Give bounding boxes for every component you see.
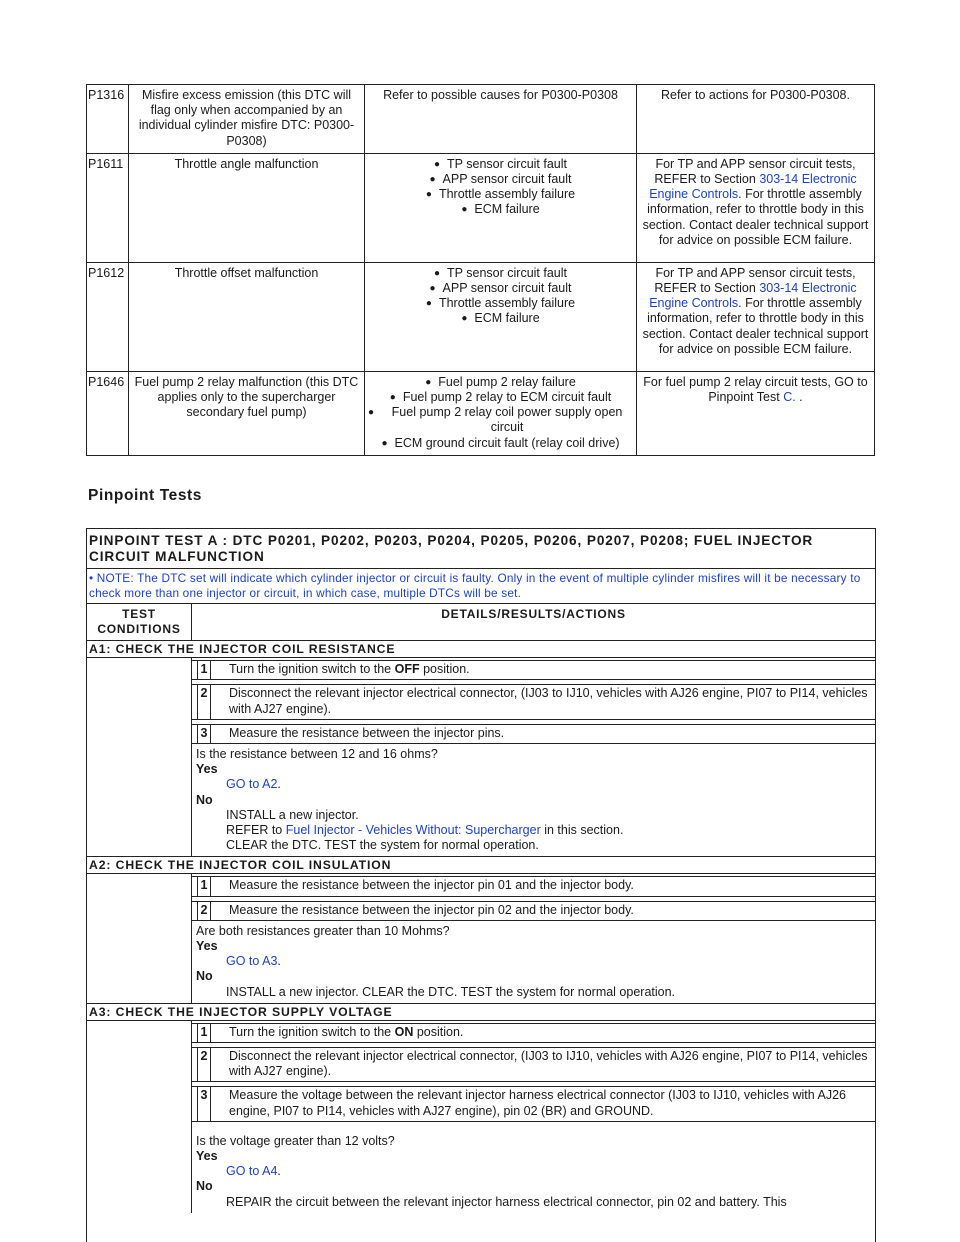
instruction-row bbox=[192, 876, 875, 896]
instruction-row bbox=[192, 1086, 875, 1121]
dtc-action: For TP and APP sensor circuit tests, REFER to Section 303-14 Electronic Engine Controls. For throttle assembly information, refer to throttle body in this section. Contact dealer technical support for advice on possible ECM failure. bbox=[637, 262, 875, 371]
table-row bbox=[87, 153, 875, 262]
instruction-row bbox=[192, 1047, 875, 1082]
instruction-number: 3 bbox=[197, 1087, 211, 1120]
instruction-text: Turn the ignition switch to the ON position. bbox=[229, 1024, 464, 1039]
details-cell bbox=[192, 1021, 875, 1213]
bullet-icon: ● bbox=[425, 189, 432, 201]
instruction-number: 2 bbox=[197, 1048, 211, 1081]
section-heading: Pinpoint Tests bbox=[88, 487, 203, 504]
test-conditions-cell bbox=[87, 1021, 192, 1213]
instruction-number: 1 bbox=[197, 1024, 211, 1042]
table-row bbox=[87, 371, 875, 455]
bullet-icon: ● bbox=[434, 158, 441, 170]
dtc-causes bbox=[365, 153, 637, 262]
step-title-a2: A2: CHECK THE INJECTOR COIL INSULATION bbox=[87, 857, 875, 874]
dtc-action: Refer to actions for P0300-P0308. bbox=[637, 85, 875, 154]
list-item: ● APP sensor circuit fault bbox=[429, 281, 572, 296]
question-text: Are both resistances greater than 10 Mohms? bbox=[196, 923, 450, 938]
yes-label: Yes bbox=[196, 1149, 218, 1164]
bullet-icon: ● bbox=[368, 407, 375, 419]
list-item: ● TP sensor circuit fault bbox=[434, 156, 567, 171]
instruction-row bbox=[192, 684, 875, 719]
dtc-description: Throttle offset malfunction bbox=[129, 262, 365, 371]
pinpoint-test-link[interactable]: C. bbox=[783, 390, 796, 405]
instruction-text: Measure the voltage between the relevant injector harness electrical connector (IJ03 to IJ10, vehicles with AJ26 engine, PI07 to PI14, vehicles with AJ27 engine), pin 02 (BR) and GROUND. bbox=[229, 1088, 847, 1118]
instruction-row bbox=[192, 901, 875, 921]
bullet-icon: ● bbox=[461, 313, 468, 325]
instruction-row bbox=[192, 724, 875, 744]
no-action-text: INSTALL a new injector. CLEAR the DTC. TEST the system for normal operation. bbox=[226, 984, 676, 999]
step-body-a3 bbox=[87, 1021, 875, 1213]
step-title-a1: A1: CHECK THE INJECTOR COIL RESISTANCE bbox=[87, 641, 875, 658]
test-conditions-cell bbox=[87, 658, 192, 856]
instruction-number: 1 bbox=[197, 661, 211, 679]
result-block: Are both resistances greater than 10 Mohms? Yes GO to A3. No INSTALL a new injector. CLEAR the DTC. TEST the system for normal operation. bbox=[192, 921, 875, 1003]
fuel-injector-link[interactable]: Fuel Injector - Vehicles Without: Supercharger bbox=[285, 823, 541, 838]
list-item: ● Fuel pump 2 relay coil power supply open circuit bbox=[368, 405, 623, 435]
table-row bbox=[87, 262, 875, 371]
bullet-icon: ● bbox=[461, 204, 468, 216]
dtc-causes: Refer to possible causes for P0300-P0308 bbox=[365, 85, 637, 154]
header-test-conditions: TEST CONDITIONS bbox=[87, 604, 192, 640]
bullet-icon: ● bbox=[425, 298, 432, 310]
instruction-number: 1 bbox=[197, 877, 211, 895]
dtc-code: P1612 bbox=[87, 262, 129, 371]
bullet-icon: ● bbox=[381, 437, 388, 449]
yes-label: Yes bbox=[196, 939, 218, 954]
test-conditions-cell bbox=[87, 874, 192, 1002]
instruction-text: Measure the resistance between the injector pin 02 and the injector body. bbox=[229, 902, 634, 917]
no-action-text: CLEAR the DTC. TEST the system for normal operation. bbox=[226, 838, 539, 853]
instruction-text: Measure the resistance between the injector pin 01 and the injector body. bbox=[229, 878, 634, 893]
no-action-text: INSTALL a new injector. bbox=[226, 807, 359, 822]
bullet-icon: ● bbox=[434, 267, 441, 279]
dtc-code: P1646 bbox=[87, 371, 129, 455]
details-cell bbox=[192, 658, 875, 856]
instruction-text: Turn the ignition switch to the OFF position. bbox=[229, 662, 470, 677]
no-action-text: REPAIR the circuit between the relevant injector harness electrical connector, pin 02 and battery. This bbox=[226, 1194, 787, 1209]
section-link[interactable]: 303-14 Electronic Engine Controls bbox=[649, 281, 857, 311]
question-text: Is the voltage greater than 12 volts? bbox=[196, 1133, 395, 1148]
dtc-table bbox=[86, 84, 875, 456]
no-label: No bbox=[196, 1179, 213, 1194]
list-item: ● ECM ground circuit fault (relay coil drive) bbox=[381, 435, 620, 450]
instruction-number: 2 bbox=[197, 685, 211, 718]
bullet-icon: ● bbox=[429, 174, 436, 186]
dtc-code: P1611 bbox=[87, 153, 129, 262]
table-row bbox=[87, 85, 875, 154]
go-to-a2-link[interactable]: GO to A2 bbox=[226, 777, 278, 792]
dtc-action: For fuel pump 2 relay circuit tests, GO to Pinpoint Test C. . bbox=[637, 371, 875, 455]
instruction-text: Measure the resistance between the injector pins. bbox=[229, 725, 505, 740]
no-label: No bbox=[196, 792, 213, 807]
step-body-a1 bbox=[87, 658, 875, 857]
list-item: ● TP sensor circuit fault bbox=[434, 265, 567, 280]
go-to-a4-link[interactable]: GO to A4 bbox=[226, 1164, 278, 1179]
no-label: No bbox=[196, 969, 213, 984]
dtc-causes bbox=[365, 262, 637, 371]
details-cell bbox=[192, 874, 875, 1002]
table-header bbox=[87, 604, 875, 641]
dtc-description: Throttle angle malfunction bbox=[129, 153, 365, 262]
section-link[interactable]: 303-14 Electronic Engine Controls bbox=[649, 172, 857, 202]
list-item: ● ECM failure bbox=[461, 202, 540, 217]
instruction-row bbox=[192, 660, 875, 680]
bullet-icon: ● bbox=[429, 283, 436, 295]
pinpoint-test-table bbox=[86, 528, 876, 1242]
list-item: ● ECM failure bbox=[461, 311, 540, 326]
go-to-a3-link[interactable]: GO to A3 bbox=[226, 954, 278, 969]
yes-label: Yes bbox=[196, 762, 218, 777]
instruction-text: Disconnect the relevant injector electrical connector, (IJ03 to IJ10, vehicles with AJ26 engine, PI07 to PI14, vehicles with AJ27 engine). bbox=[229, 686, 868, 716]
instruction-text: Disconnect the relevant injector electrical connector, (IJ03 to IJ10, vehicles with AJ26 engine, PI07 to PI14, vehicles with AJ27 engine). bbox=[229, 1049, 868, 1079]
instruction-number: 2 bbox=[197, 902, 211, 920]
note-text: • NOTE: The DTC set will indicate which cylinder injector or circuit is faulty. Only in the event of multiple cylinder misfires will it be necessary to check more than one injector or circuit, in which case, multiple DTCs will be set. bbox=[87, 569, 875, 604]
dtc-action: For TP and APP sensor circuit tests, REFER to Section 303-14 Electronic Engine Controls. For throttle assembly information, refer to throttle body in this section. Contact dealer technical support for advice on possible ECM failure. bbox=[637, 153, 875, 262]
instruction-number: 3 bbox=[197, 725, 211, 743]
dtc-description: Misfire excess emission (this DTC will flag only when accompanied by an individual cylinder misfire DTC: P0300-P0308) bbox=[129, 85, 365, 154]
list-item: ● Fuel pump 2 relay to ECM circuit fault bbox=[389, 390, 612, 405]
step-title-a3: A3: CHECK THE INJECTOR SUPPLY VOLTAGE bbox=[87, 1004, 875, 1021]
result-block: Is the voltage greater than 12 volts? Yes GO to A4. No REPAIR the circuit between the relevant injector harness electrical connector, pin 02 and battery. This bbox=[192, 1122, 875, 1213]
instruction-row bbox=[192, 1023, 875, 1043]
list-item: ● APP sensor circuit fault bbox=[429, 172, 572, 187]
list-item: ● Throttle assembly failure bbox=[425, 296, 576, 311]
bullet-icon: ● bbox=[425, 376, 432, 388]
list-item: ● Fuel pump 2 relay failure bbox=[425, 374, 576, 389]
dtc-code: P1316 bbox=[87, 85, 129, 154]
dtc-description: Fuel pump 2 relay malfunction (this DTC applies only to the supercharger secondary fuel pump) bbox=[129, 371, 365, 455]
header-details: DETAILS/RESULTS/ACTIONS bbox=[441, 607, 626, 622]
step-body-a2 bbox=[87, 874, 875, 1003]
question-text: Is the resistance between 12 and 16 ohms? bbox=[196, 747, 438, 761]
result-block: Is the resistance between 12 and 16 ohms? Yes GO to A2. No INSTALL a new injector. REFER to Fuel Injector - Vehicles Without: Supercharger in this section. CLEAR the DTC. TEST the system for normal operation. bbox=[192, 744, 875, 856]
dtc-causes bbox=[365, 371, 637, 455]
pinpoint-title: PINPOINT TEST A : DTC P0201, P0202, P0203, P0204, P0205, P0206, P0207, P0208; FUEL INJECTOR CIRCUIT MALFUNCTION bbox=[87, 529, 875, 569]
list-item: ● Throttle assembly failure bbox=[425, 187, 576, 202]
bullet-icon: ● bbox=[389, 392, 396, 404]
